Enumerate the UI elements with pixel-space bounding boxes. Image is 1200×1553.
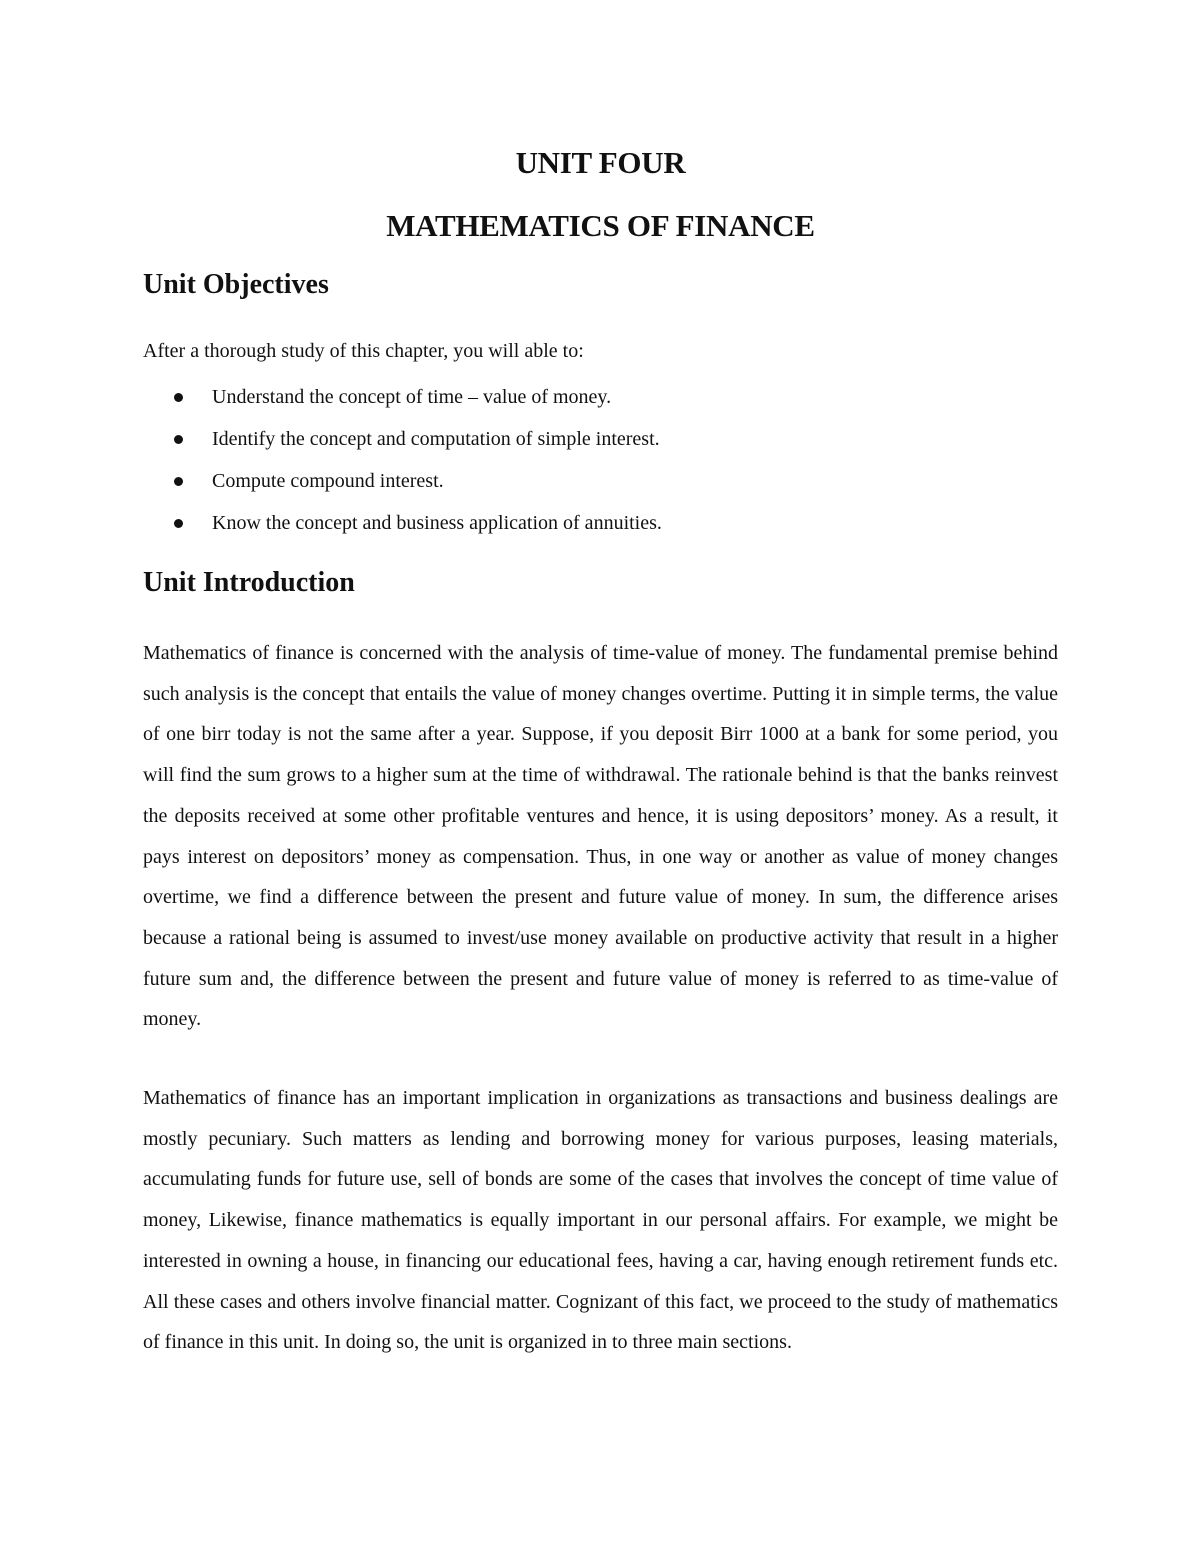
introduction-paragraph-1: Mathematics of finance is concerned with the analysis of time-value of money. The fundamental premise behind such analysis is the concept that entails the value of money changes overtime. Putting it in simple terms, the value of one birr today is not the same after a year. Suppose, if you deposit Birr 1000 at a bank for some period, you will find the sum grows to a higher sum at the time of withdrawal. The rationale behind is that the banks reinvest the deposits received at some other profitable ventures and hence, it is using depositors’ money. As a result, it pays interest on depositors’ money as compensation. Thus, in one way or another as value of money changes overtime, we find a difference between the present and future value of money. In sum, the difference arises because a rational being is assumed to invest/use money available on productive activity that result in a higher future sum and, the difference between the present and future value of money is referred to as time-value of money. [143, 642, 1058, 1031]
objective-text: Compute compound interest. [212, 470, 444, 492]
objectives-list [143, 382, 662, 550]
unit-title: UNIT FOUR [515, 145, 686, 180]
objectives-heading: Unit Objectives [143, 269, 329, 300]
list-item [143, 508, 662, 550]
introduction-paragraph-2: Mathematics of finance has an important implication in organizations as transactions and business dealings are mostly pecuniary. Such matters as lending and borrowing money for various purposes, leasing materials, accumulating funds for future use, sell of bonds are some of the cases that involves the concept of time value of money, Likewise, finance mathematics is equally important in our personal affairs. For example, we might be interested in owning a house, in financing our educational fees, having a car, having enough retirement funds etc. All these cases and others involve financial matter. Cognizant of this fact, we proceed to the study of mathematics of finance in this unit. In doing so, the unit is organized in to three main sections. [143, 1087, 1058, 1354]
bullet-icon [174, 435, 183, 444]
objective-text: Understand the concept of time – value of money. [212, 386, 612, 408]
objectives-lead: After a thorough study of this chapter, you will able to: [143, 340, 584, 362]
introduction-heading: Unit Introduction [143, 567, 355, 598]
bullet-icon [174, 477, 183, 486]
objective-text: Identify the concept and computation of simple interest. [212, 428, 660, 450]
list-item [143, 424, 662, 466]
list-item [143, 382, 662, 424]
list-item [143, 466, 662, 508]
unit-subtitle: MATHEMATICS OF FINANCE [386, 208, 815, 243]
bullet-icon [174, 519, 183, 528]
objective-text: Know the concept and business application of annuities. [212, 512, 662, 534]
bullet-icon [174, 393, 183, 402]
